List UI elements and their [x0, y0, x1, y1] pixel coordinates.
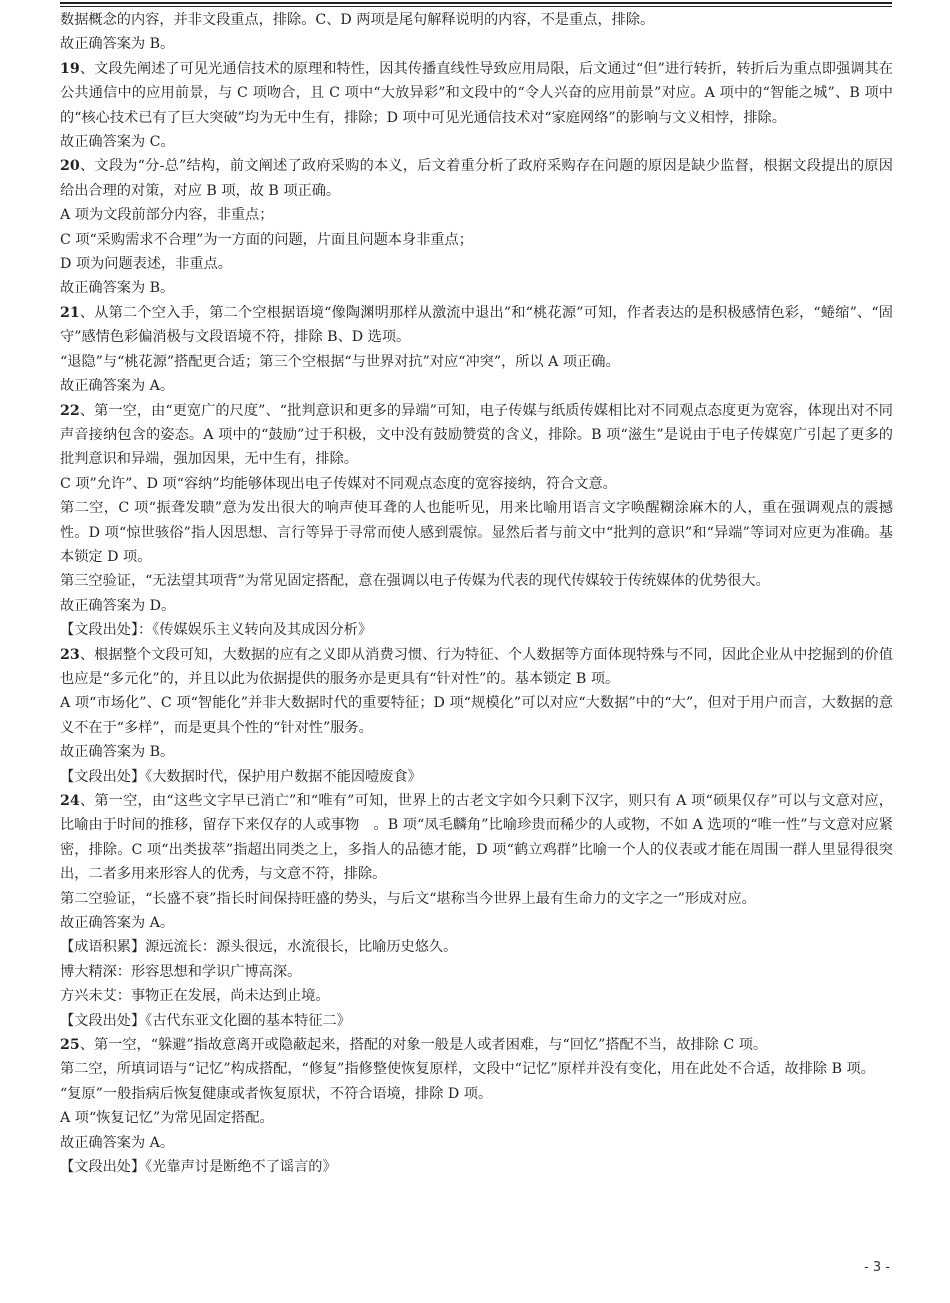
paragraph — [60, 1009, 893, 1033]
paragraph-text: 【文段出处】：《传媒娱乐主义转向及其成因分析》 — [60, 622, 373, 639]
paragraph — [60, 130, 893, 154]
paragraph — [60, 691, 893, 740]
paragraph-text: 方兴未艾：事物正在发展，尚未达到止境。 — [60, 988, 330, 1005]
document-body — [60, 8, 893, 1180]
paragraph-text: 数据概念的内容，并非文段重点，排除。C、D 两项是尾句解释说明的内容，不是重点，排除。 — [60, 12, 655, 28]
paragraph-text: 、第一空，由“这些文字早已消亡”和“唯有”可知，世界上的古老文字如今只剩下汉字，则只有 A 项“硕果仅存”可以与文意对应，比喻由于时间的推移，留存下来仅存的人或事物 。B 项“凤毛麟角”比喻珍贵而稀少的人或物，不如 A 选项的“唯一性”与文意对应紧密，排除。C 项“出类拔萃”指超出同类之上，多指人的品德才能，D 项“鹤立鸡群”比喻一个人的仪表或才能在周围一群人里显得很突出，二者多用来形容人的优秀，与文意不符，排除。 — [60, 793, 893, 883]
page-number: - 3 - — [864, 1260, 890, 1275]
answer-paragraph-22 — [60, 399, 893, 472]
answer-paragraph-23 — [60, 643, 893, 692]
answer-paragraph-25 — [60, 1033, 893, 1057]
paragraph — [60, 1131, 893, 1155]
paragraph-text: 、根据整个文段可知，大数据的应有之义即从消费习惯、行为特征、个人数据等方面体现特殊与不同，因此企业从中挖掘到的价值也应是“多元化”的，并且以此为依据提供的服务亦是更具有“针对性”的。基本锁定 B 项。 — [60, 646, 893, 687]
paragraph-text: 、从第二个空入手，第二个空根据语境“像陶渊明那样从激流中退出”和“桃花源”可知，作者表达的是积极感情色彩，“蜷缩”、“固守”感情色彩偏消极与文段语境不符，排除 B、D 选项。 — [60, 304, 893, 346]
paragraph-text: 第二空验证，“长盛不衰”指长时间保持旺盛的势头，与后文“堪称当今世界上最有生命力的文字之一”形成对应。 — [60, 890, 756, 907]
paragraph-text: A 项为文段前部分内容，非重点； — [60, 207, 274, 224]
paragraph — [60, 350, 893, 374]
paragraph — [60, 618, 893, 642]
answer-paragraph-19 — [60, 57, 893, 130]
paragraph-text: 故正确答案为 A。 — [60, 915, 175, 932]
paragraph-text: C 项”允许”、D 项“容纳”均能够体现出电子传媒对不同观点态度的宽容接纳，符合文意。 — [60, 475, 617, 492]
paragraph-text: 、第一空，“躲避”指故意离开或隐蔽起来，搭配的对象一般是人或者困难，与“回忆”搭配不当，故排除 C 项。 — [79, 1037, 768, 1054]
paragraph-text: C 项“采购需求不合理”为一方面的问题，片面且问题本身非重点； — [60, 231, 473, 248]
paragraph-text: D 项为问题表述，非重点。 — [60, 256, 232, 273]
paragraph — [60, 960, 893, 984]
question-number: 23 — [60, 646, 80, 663]
paragraph-text: “复原”一般指病后恢复健康或者恢复原状，不符合语境，排除 D 项。 — [60, 1085, 493, 1102]
paragraph — [60, 1155, 893, 1179]
paragraph-text: 故正确答案为 B。 — [60, 280, 175, 297]
header-rule — [60, 2, 892, 4]
paragraph-text: 故正确答案为 D。 — [60, 597, 176, 614]
paragraph-text: 【成语积累】源远流长：源头很远，水流很长，比喻历史悠久。 — [60, 939, 458, 956]
question-number: 24 — [60, 793, 80, 809]
paragraph-text: 【文段出处】《大数据时代，保护用户数据不能因噎废食》 — [60, 768, 422, 785]
paragraph-text: 故正确答案为 A。 — [60, 378, 175, 395]
paragraph-text: 博大精深：形容思想和学识广博高深。 — [60, 963, 302, 980]
question-number: 21 — [60, 304, 80, 321]
paragraph — [60, 472, 893, 496]
paragraph-text: 故正确答案为 B。 — [60, 36, 175, 53]
paragraph-text: A 项“市场化”、C 项“智能化”并非大数据时代的重要特征；D 项“规模化”可以对应“大数据”中的“大”，但对于用户而言，大数据的意义不在于“多样”，而是更具个性的“针对性”服务。 — [60, 695, 893, 736]
header-rule-thin — [60, 6, 892, 7]
question-number: 25 — [60, 1037, 80, 1054]
paragraph-text: 、文段为“分-总”结构，前文阐述了政府采购的本义，后文着重分析了政府采购存在问题的原因是缺少监督，根据文段提出的原因给出合理的对策，对应 B 项，故 B 项正确。 — [60, 158, 893, 199]
paragraph — [60, 8, 893, 32]
paragraph — [60, 1082, 893, 1106]
paragraph-text: 【文段出处】《光靠声讨是断绝不了谣言的》 — [60, 1159, 337, 1176]
paragraph-text: 第三空验证，“无法望其项背”为常见固定搭配，意在强调以电子传媒为代表的现代传媒较于传统媒体的优势很大。 — [60, 573, 770, 590]
question-number: 20 — [60, 158, 80, 175]
paragraph-text: 、第一空，由“更宽广的尺度”、“批判意识和更多的异端”可知，电子传媒与纸质传媒相比对不同观点态度更为宽容，体现出对不同声音接纳包含的姿态。A 项中的“鼓励”过于积极，文中没有鼓励赞赏的含义，排除。B 项“滋生”是说由于电子传媒宽广引起了更多的批判意识和异端，强加因果，无中生有，排除。 — [60, 402, 893, 468]
paragraph — [60, 1106, 893, 1130]
question-number: 19 — [60, 60, 80, 77]
answer-paragraph-20 — [60, 154, 893, 203]
paragraph-text: 【文段出处】《古代东亚文化圈的基本特征二》 — [60, 1012, 351, 1029]
answer-paragraph-21 — [60, 301, 893, 350]
paragraph — [60, 228, 893, 252]
paragraph — [60, 203, 893, 227]
paragraph-text: 第二空，C 项“振聋发聩”意为发出很大的响声使耳聋的人也能听见，用来比喻用语言文字唤醒糊涂麻木的人，重在强调观点的震撼性。D 项“惊世骇俗”指人因思想、言行等异于寻常而使人感到震惊。显然后者与前文中“批判的意识”和“异端”等词对应更为准确。基本锁定 D 项。 — [60, 500, 893, 565]
paragraph — [60, 252, 893, 276]
paragraph-text: “退隐”与“桃花源”搭配更合适；第三个空根据“与世界对抗”对应“冲突”，所以 A 项正确。 — [60, 353, 620, 370]
paragraph — [60, 765, 893, 789]
paragraph — [60, 594, 893, 618]
paragraph — [60, 740, 893, 764]
paragraph — [60, 276, 893, 300]
paragraph — [60, 374, 893, 398]
paragraph — [60, 935, 893, 959]
paragraph-text: 故正确答案为 B。 — [60, 744, 175, 761]
paragraph-text: 故正确答案为 A。 — [60, 1134, 175, 1151]
paragraph-text: A 项“恢复记忆”为常见固定搭配。 — [60, 1110, 274, 1127]
paragraph — [60, 911, 893, 935]
question-number: 22 — [60, 402, 80, 419]
paragraph — [60, 569, 893, 593]
paragraph — [60, 32, 893, 56]
paragraph-text: 、文段先阐述了可见光通信技术的原理和特性，因其传播直线性导致应用局限，后文通过“但”进行转折，转折后为重点即强调其在公共通信中的应用前景，与 C 项吻合，且 C 项中“大放异彩”和文段中的“令人兴奋的应用前景”对应。A 项中的“智能之城”、B 项中的“核心技术已有了巨大突破”均为无中生有，排除；D 项中可见光通信技术对“家庭网络”的影响与文义相悖，排除。 — [60, 60, 893, 126]
answer-paragraph-24 — [60, 789, 893, 887]
paragraph — [60, 887, 893, 911]
paragraph — [60, 1057, 893, 1081]
paragraph — [60, 496, 893, 569]
paragraph-text: 故正确答案为 C。 — [60, 134, 175, 151]
paragraph — [60, 984, 893, 1008]
paragraph-text: 第二空，所填词语与“记忆”构成搭配，“修复”指修整使恢复原样，文段中“记忆”原样并没有变化，用在此处不合适，故排除 B 项。 — [60, 1061, 875, 1078]
